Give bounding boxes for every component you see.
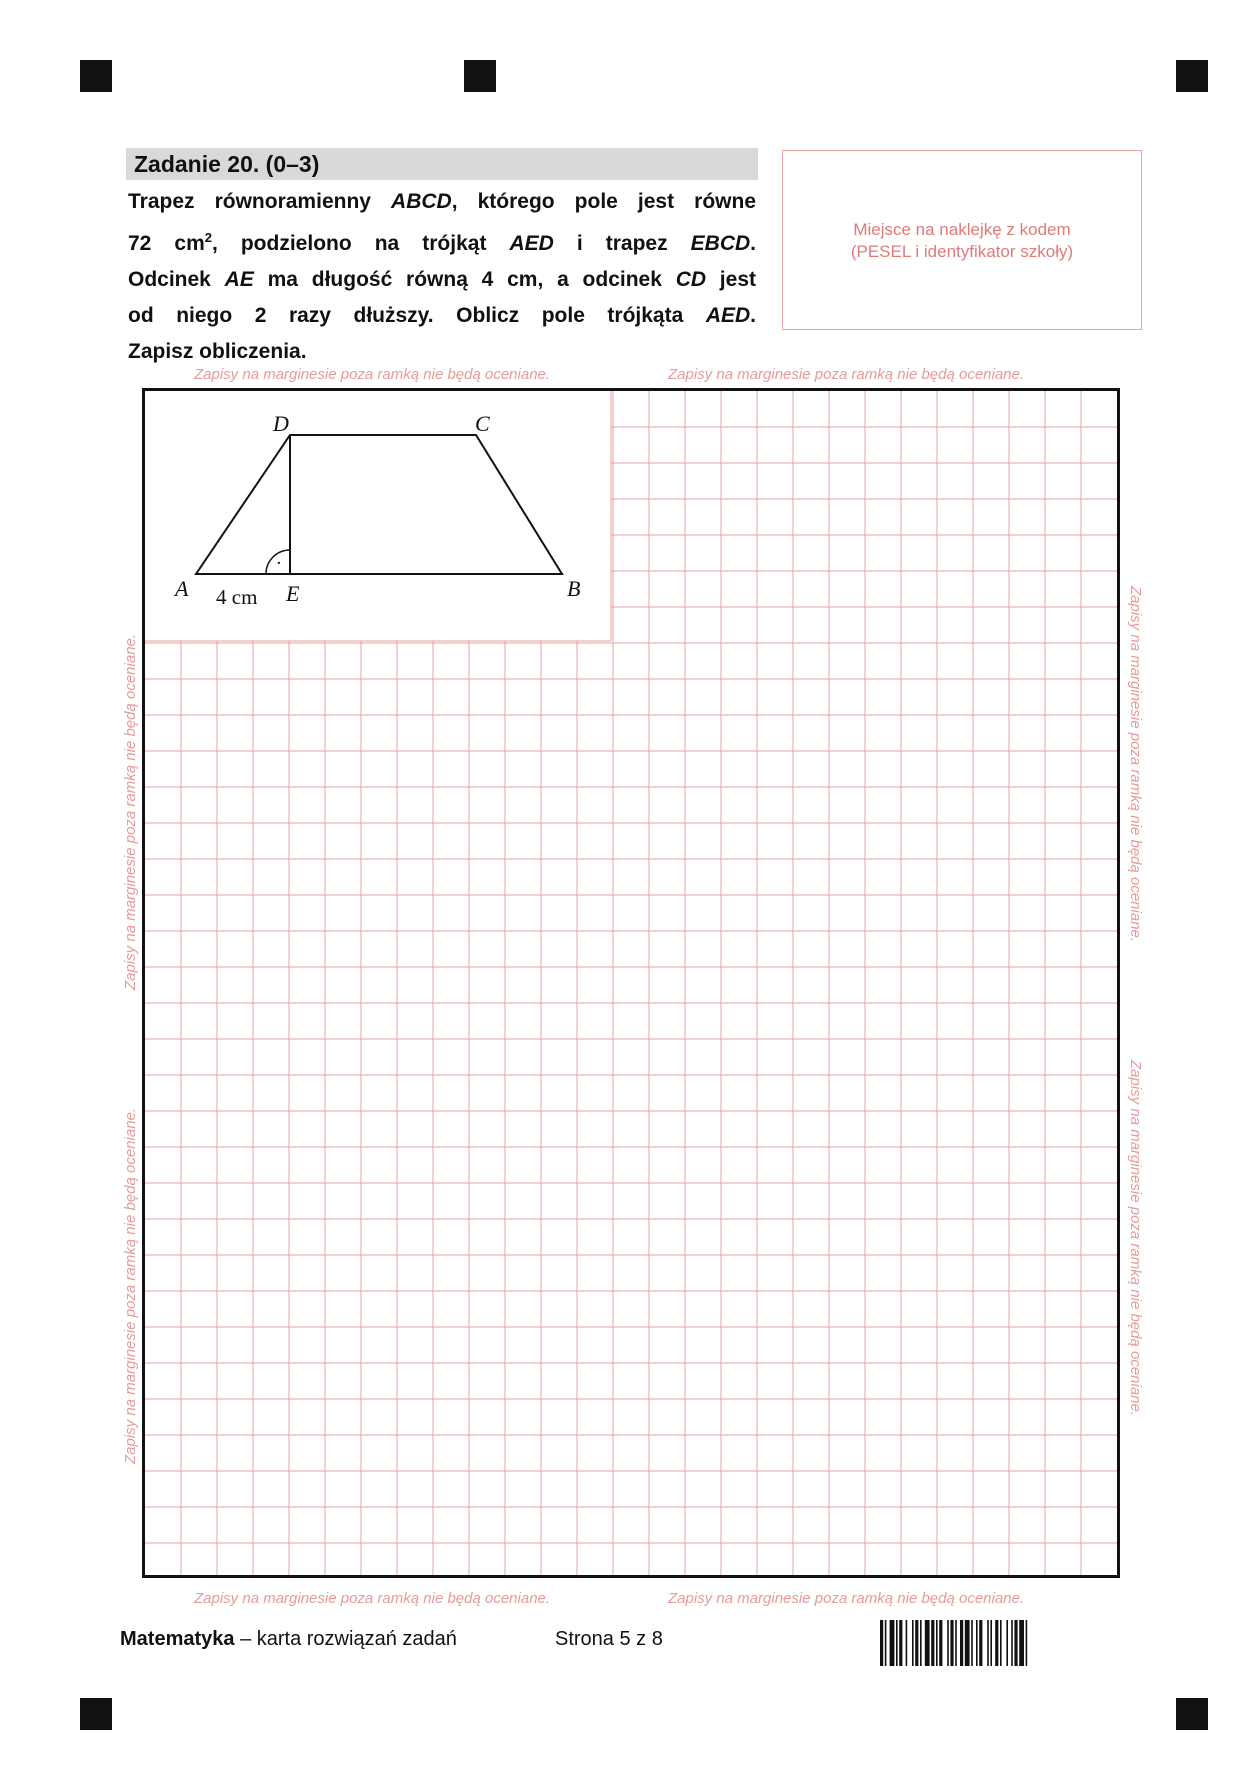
- label-c: C: [475, 411, 490, 436]
- trapezoid-figure: [145, 391, 581, 621]
- task-line-3: Odcinek AE ma długość równą 4 cm, a odcinek CD jest: [128, 268, 756, 291]
- margin-note-right-upper: Zapisy na marginesie poza ramką nie będą oceniane.: [1127, 586, 1144, 943]
- sticker-placeholder-box: [782, 150, 1142, 330]
- task-line-1: Trapez równoramienny ABCD, którego pole jest równe: [128, 190, 756, 213]
- task-title: Zadanie 20. (0–3): [126, 148, 758, 180]
- label-b: B: [567, 576, 581, 601]
- margin-note-right-lower: Zapisy na marginesie poza ramką nie będą oceniane.: [1127, 1060, 1144, 1417]
- margin-note-left-lower: Zapisy na marginesie poza ramką nie będą oceniane.: [122, 1107, 139, 1464]
- task-line-2: 72 $cm^2$, podzielono na trójkąt AED i trapez EBCD.: [128, 230, 756, 255]
- margin-note-top-right: Zapisy na marginesie poza ramką nie będą oceniane.: [668, 366, 1025, 383]
- margin-note-bottom-left: Zapisy na marginesie poza ramką nie będą oceniane.: [194, 1590, 551, 1607]
- label-a: A: [175, 576, 189, 601]
- sticker-line-1: Miejsce na naklejkę z kodem: [853, 220, 1071, 239]
- margin-note-bottom-right: Zapisy na marginesie poza ramką nie będą oceniane.: [668, 1590, 1025, 1607]
- trapezoid-abcd: [196, 435, 562, 574]
- barcode: [880, 1620, 1110, 1666]
- task-line-4: od niego 2 razy dłuższy. Oblicz pole trójkąta AED.: [128, 304, 756, 327]
- registration-mark-bottom-left: [80, 1698, 112, 1730]
- label-ae-length: 4 cm: [216, 585, 258, 609]
- task-line-5: Zapisz obliczenia.: [128, 340, 307, 363]
- registration-mark-bottom-right: [1176, 1698, 1208, 1730]
- footer-subject: Matematyka – karta rozwiązań zadań: [120, 1628, 457, 1650]
- label-e: E: [286, 581, 300, 606]
- sticker-line-2: (PESEL i identyfikator szkoły): [850, 242, 1074, 261]
- registration-mark-top-right: [1176, 60, 1208, 92]
- registration-mark-top-center: [464, 60, 496, 92]
- answer-grid-area[interactable]: [142, 388, 1120, 1578]
- task-description: [128, 184, 756, 370]
- footer-page-number: Strona 5 z 8: [555, 1628, 663, 1650]
- label-d: D: [273, 411, 289, 436]
- registration-mark-top-left: [80, 60, 112, 92]
- margin-note-left-upper: Zapisy na marginesie poza ramką nie będą oceniane.: [122, 633, 139, 990]
- margin-note-top-left: Zapisy na marginesie poza ramką nie będą oceniane.: [194, 366, 551, 383]
- right-angle-dot: ·: [276, 553, 282, 574]
